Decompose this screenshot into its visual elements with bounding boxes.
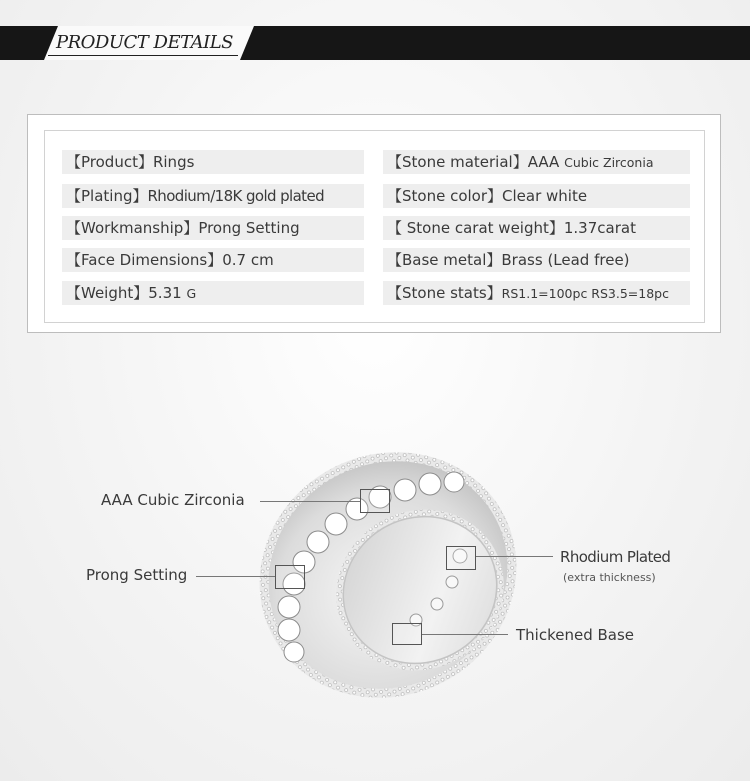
spec-key: 【 Stone carat weight】 [387,219,564,237]
spec-value: RS1.1=100pc RS3.5=18pc [501,286,669,301]
callout-prong-label: Prong Setting [86,566,188,584]
callout-prong-box [275,565,305,589]
callout-zirconia-box [360,489,390,513]
callout-prong-line [196,576,275,577]
spec-key: 【Product】 [66,153,153,171]
page-title: PRODUCT DETAILS [56,32,234,53]
spec-value: Clear white [502,187,588,205]
callout-base-box [392,623,422,645]
spec-value: 5.31 [148,284,182,302]
callout-rhodium-line [476,556,553,557]
spec-extra: Cubic Zirconia [564,155,654,170]
spec-key: 【Stone color】 [387,187,503,205]
spec-key: 【Face Dimensions】 [66,251,223,269]
callout-rhodium-label: Rhodium Plated [560,548,671,566]
callout-base-line [422,634,508,635]
callout-zirconia-label: AAA Cubic Zirconia [101,491,245,509]
spec-key: 【Plating】 [66,187,148,205]
spec-value: Prong Setting [198,219,300,237]
spec-value: 1.37carat [563,219,636,237]
callout-base-label: Thickened Base [516,626,635,644]
spec-unit: G [186,286,197,301]
spec-key: 【Weight】 [66,284,149,302]
callout-zirconia-line [260,501,360,502]
spec-key: 【Stone stats】 [387,284,502,302]
spec-key: 【Stone material】 [387,153,528,171]
callout-rhodium-box [446,546,476,570]
spec-value: Rings [152,153,195,171]
spec-value: 0.7 cm [222,251,274,269]
spec-value: Rhodium/18K gold plated [147,187,325,205]
spec-key: 【Workmanship】 [66,219,199,237]
spec-key: 【Base metal】 [387,251,502,269]
spec-value: Brass (Lead free) [501,251,630,269]
callout-rhodium-sublabel: (extra thickness) [563,571,656,584]
spec-value: AAA [527,153,560,171]
